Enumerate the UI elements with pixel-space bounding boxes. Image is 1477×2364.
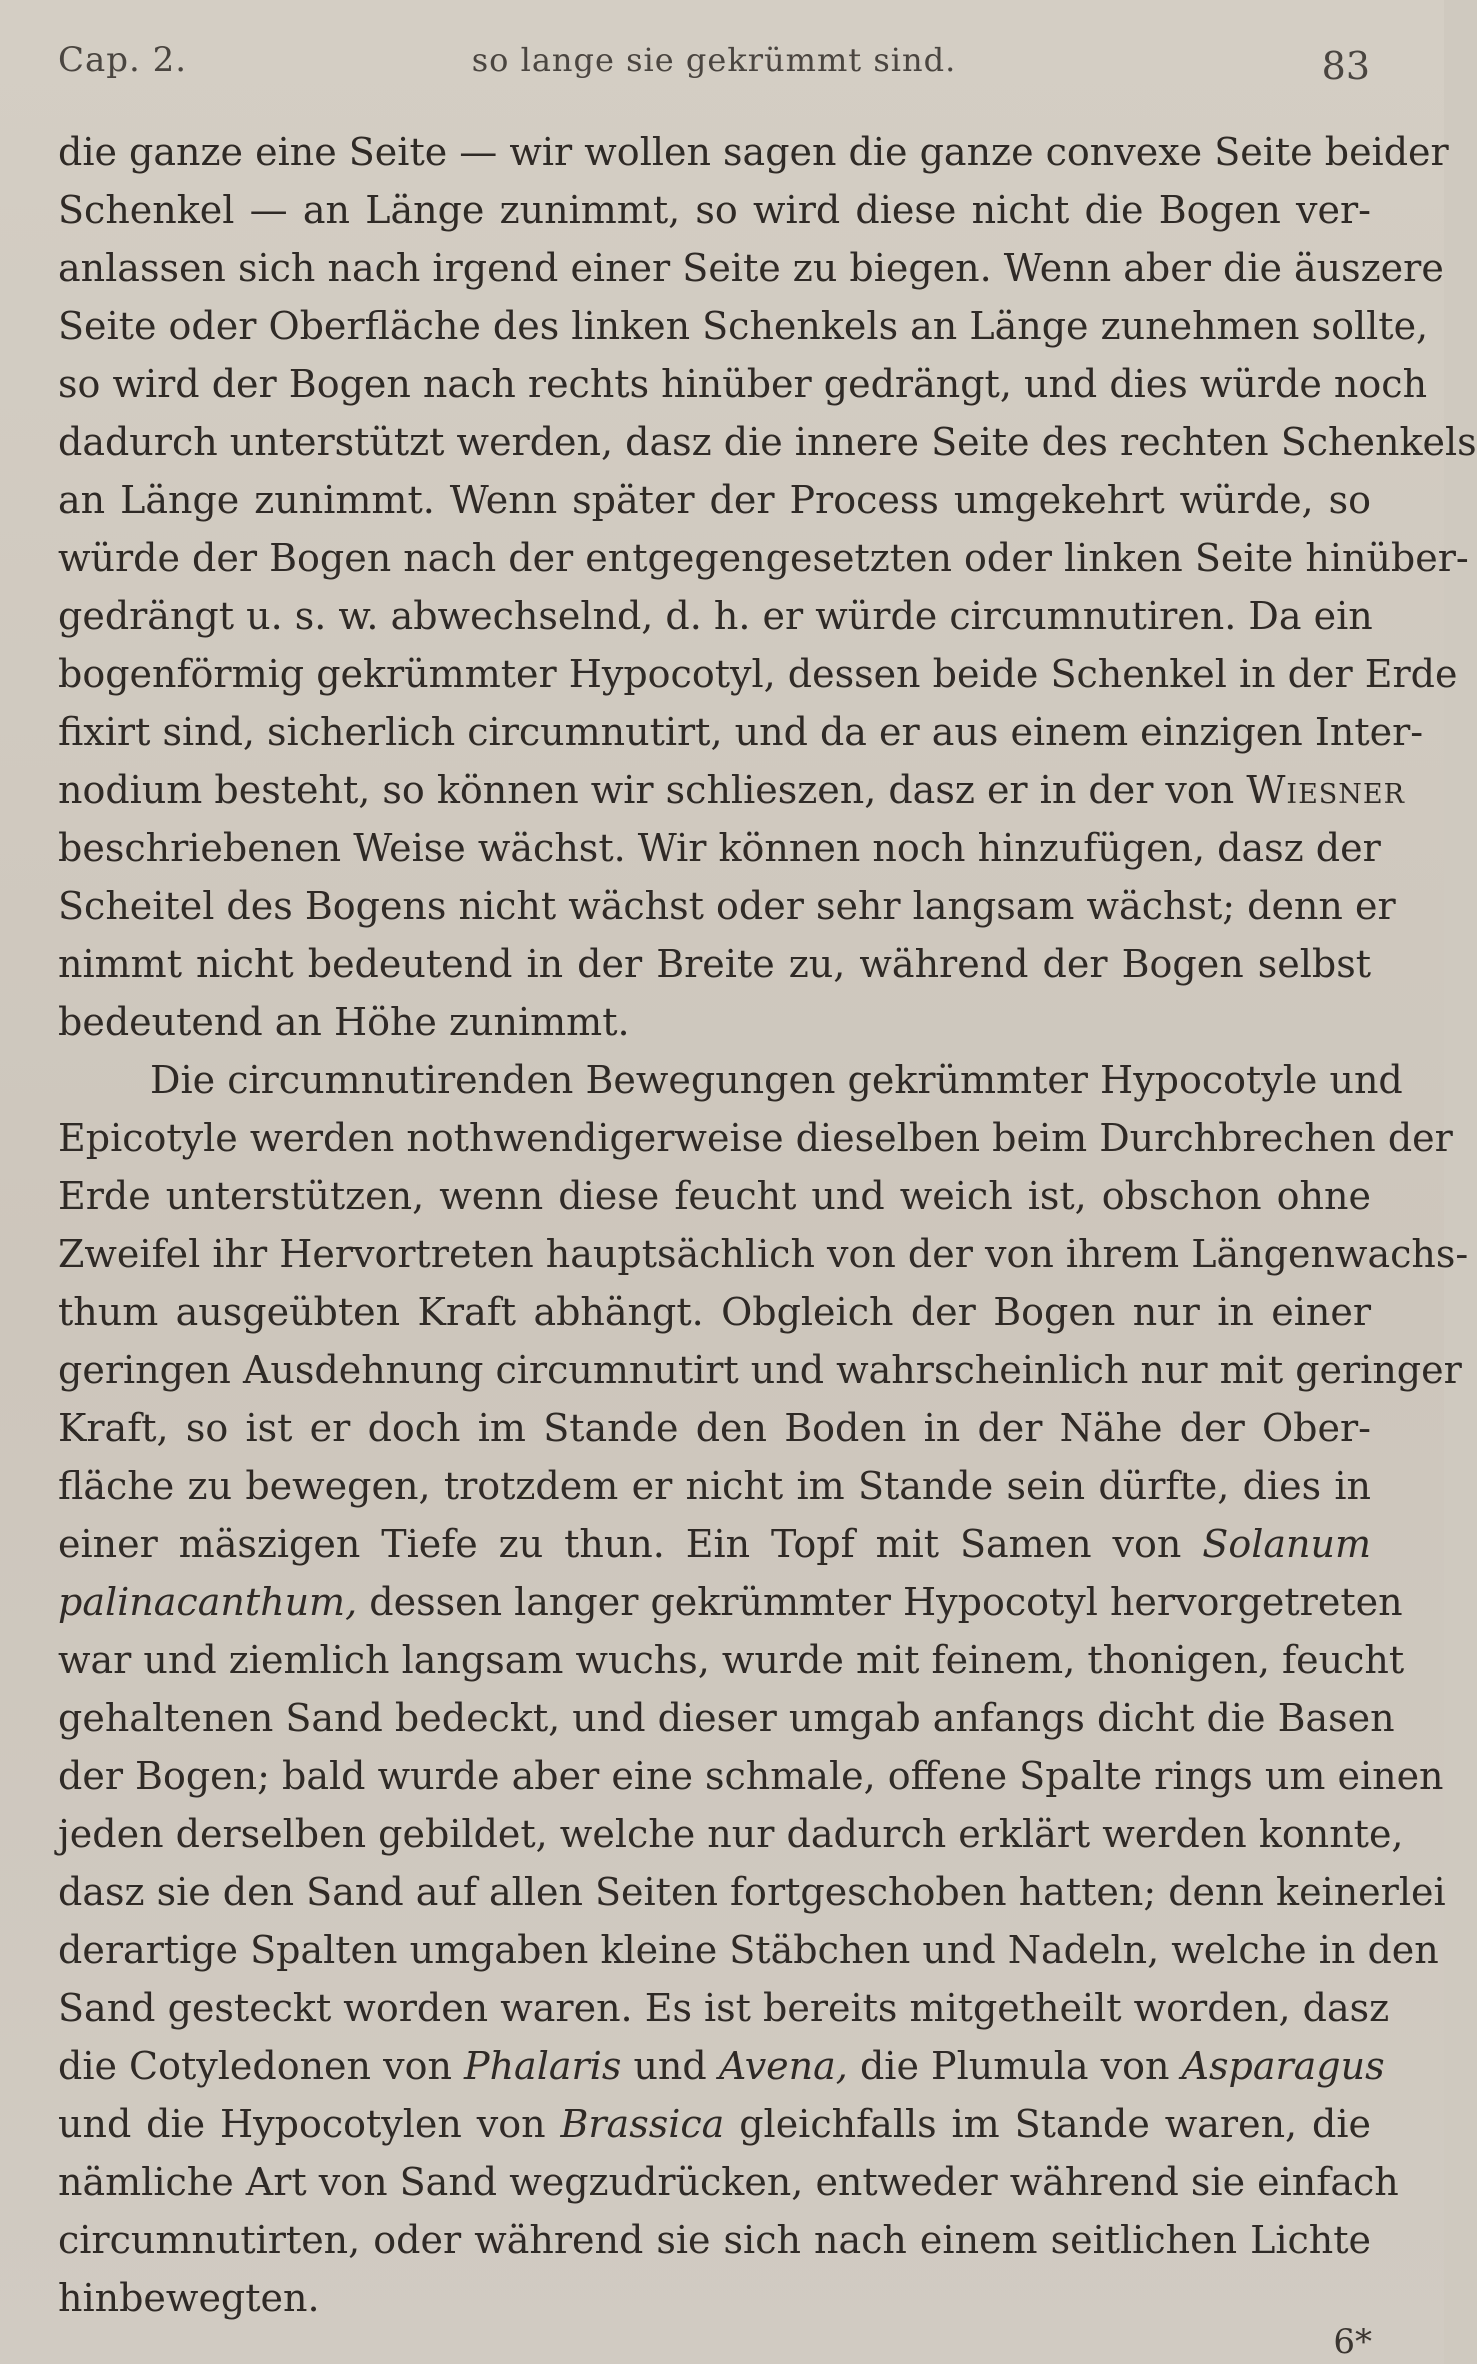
author-name-smallcaps: Wiesner: [1246, 768, 1405, 812]
text-line-34: die Cotyledonen von Phalaris und Avena, die Plumula von Asparagus: [58, 2044, 1385, 2088]
text-line-17: Die circumnutirenden Bewegungen gekrümmter Hypocotyle und: [150, 1058, 1403, 1102]
text-line-22: geringen Ausdehnung circumnutirt und wahrscheinlich nur mit geringer: [58, 1348, 1462, 1392]
text-line-15: nimmt nicht bedeutend in der Breite zu, während der Bogen selbst: [58, 942, 1371, 986]
genus-name-italic: Phalaris: [464, 2044, 622, 2088]
text-line-9: gedrängt u. s. w. abwechselnd, d. h. er würde circumnutiren. Da ein: [58, 594, 1373, 638]
text-line-24: fläche zu bewegen, trotzdem er nicht im Stande sein dürfte, dies in: [58, 1464, 1371, 1508]
text-line-29: der Bogen; bald wurde aber eine schmale, offene Spalte rings um einen: [58, 1754, 1444, 1798]
text-line-32: derartige Spalten umgaben kleine Stäbchen und Nadeln, welche in den: [58, 1928, 1439, 1972]
text-line-14: Scheitel des Bogens nicht wächst oder sehr langsam wächst; denn er: [58, 884, 1396, 928]
text-line-30: jeden derselben gebildet, welche nur dadurch erklärt werden konnte,: [58, 1812, 1404, 1856]
text-line-27: war und ziemlich langsam wuchs, wurde mit feinem, thonigen, feucht: [58, 1638, 1405, 1682]
text-line-37: circumnutirten, oder während sie sich nach einem seitlichen Lichte: [58, 2218, 1371, 2262]
text-line-13: beschriebenen Weise wächst. Wir können noch hinzufügen, dasz der: [58, 826, 1381, 870]
genus-name-italic: Brassica: [560, 2102, 725, 2146]
text-line-18: Epicotyle werden nothwendigerweise dieselben beim Durchbrechen der: [58, 1116, 1453, 1160]
text-line-6: dadurch unterstützt werden, dasz die innere Seite des rechten Schenkels: [58, 420, 1477, 464]
text-line-25: einer mäszigen Tiefe zu thun. Ein Topf mit Samen von Solanum: [58, 1522, 1371, 1566]
text-line-4: Seite oder Oberfläche des linken Schenkels an Länge zunehmen sollte,: [58, 304, 1429, 348]
text-line-23: Kraft, so ist er doch im Stande den Boden in der Nähe der Ober-: [58, 1406, 1371, 1450]
text-line-5: so wird der Bogen nach rechts hinüber gedrängt, und dies würde noch: [58, 362, 1428, 406]
text-line-1: die ganze eine Seite — wir wollen sagen die ganze convexe Seite beider: [58, 130, 1449, 174]
text-line-8: würde der Bogen nach der entgegengesetzten oder linken Seite hinüber-: [58, 536, 1469, 580]
species-name-italic: Solanum: [1202, 1522, 1371, 1566]
chapter-label: Cap. 2.: [58, 40, 188, 80]
genus-name-italic: Avena,: [718, 2044, 848, 2088]
genus-name-italic: Asparagus: [1181, 2044, 1385, 2088]
text-line-16: bedeutend an Höhe zunimmt.: [58, 1000, 630, 1044]
page-number: 83: [1321, 44, 1370, 88]
text-line-38: hinbewegten.: [58, 2276, 320, 2320]
text-line-7: an Länge zunimmt. Wenn später der Process umgekehrt würde, so: [58, 478, 1371, 522]
text-line-21: thum ausgeübten Kraft abhängt. Obgleich der Bogen nur in einer: [58, 1290, 1371, 1334]
text-line-20: Zweifel ihr Hervortreten hauptsächlich von der von ihrem Längenwachs-: [58, 1232, 1469, 1276]
text-line-35: und die Hypocotylen von Brassica gleichfalls im Stande waren, die: [58, 2102, 1371, 2146]
text-line-11: fixirt sind, sicherlich circumnutirt, und da er aus einem einzigen Inter-: [58, 710, 1424, 754]
running-title: so lange sie gekrümmt sind.: [471, 41, 957, 79]
text-line-2: Schenkel — an Länge zunimmt, so wird diese nicht die Bogen ver-: [58, 188, 1371, 232]
text-line-26: palinacanthum, dessen langer gekrümmter Hypocotyl hervorgetreten: [58, 1580, 1403, 1624]
text-line-10: bogenförmig gekrümmter Hypocotyl, dessen beide Schenkel in der Erde: [58, 652, 1458, 696]
text-line-36: nämliche Art von Sand wegzudrücken, entweder während sie einfach: [58, 2160, 1399, 2204]
signature-mark: 6*: [1333, 2322, 1372, 2362]
text-line-33: Sand gesteckt worden waren. Es ist bereits mitgetheilt worden, dasz: [58, 1986, 1390, 2030]
running-header: [58, 30, 1370, 90]
body-text: [58, 123, 1477, 2327]
text-line-19: Erde unterstützen, wenn diese feucht und weich ist, obschon ohne: [58, 1174, 1371, 1218]
text-line-28: gehaltenen Sand bedeckt, und dieser umgab anfangs dicht die Basen: [58, 1696, 1395, 1740]
text-line-31: dasz sie den Sand auf allen Seiten fortgeschoben hatten; denn keinerlei: [58, 1870, 1446, 1914]
species-name-italic: palinacanthum,: [58, 1580, 358, 1624]
text-line-3: anlassen sich nach irgend einer Seite zu biegen. Wenn aber die äuszere: [58, 246, 1444, 290]
text-line-12: nodium besteht, so können wir schlieszen, dasz er in der von Wiesner: [58, 768, 1405, 812]
